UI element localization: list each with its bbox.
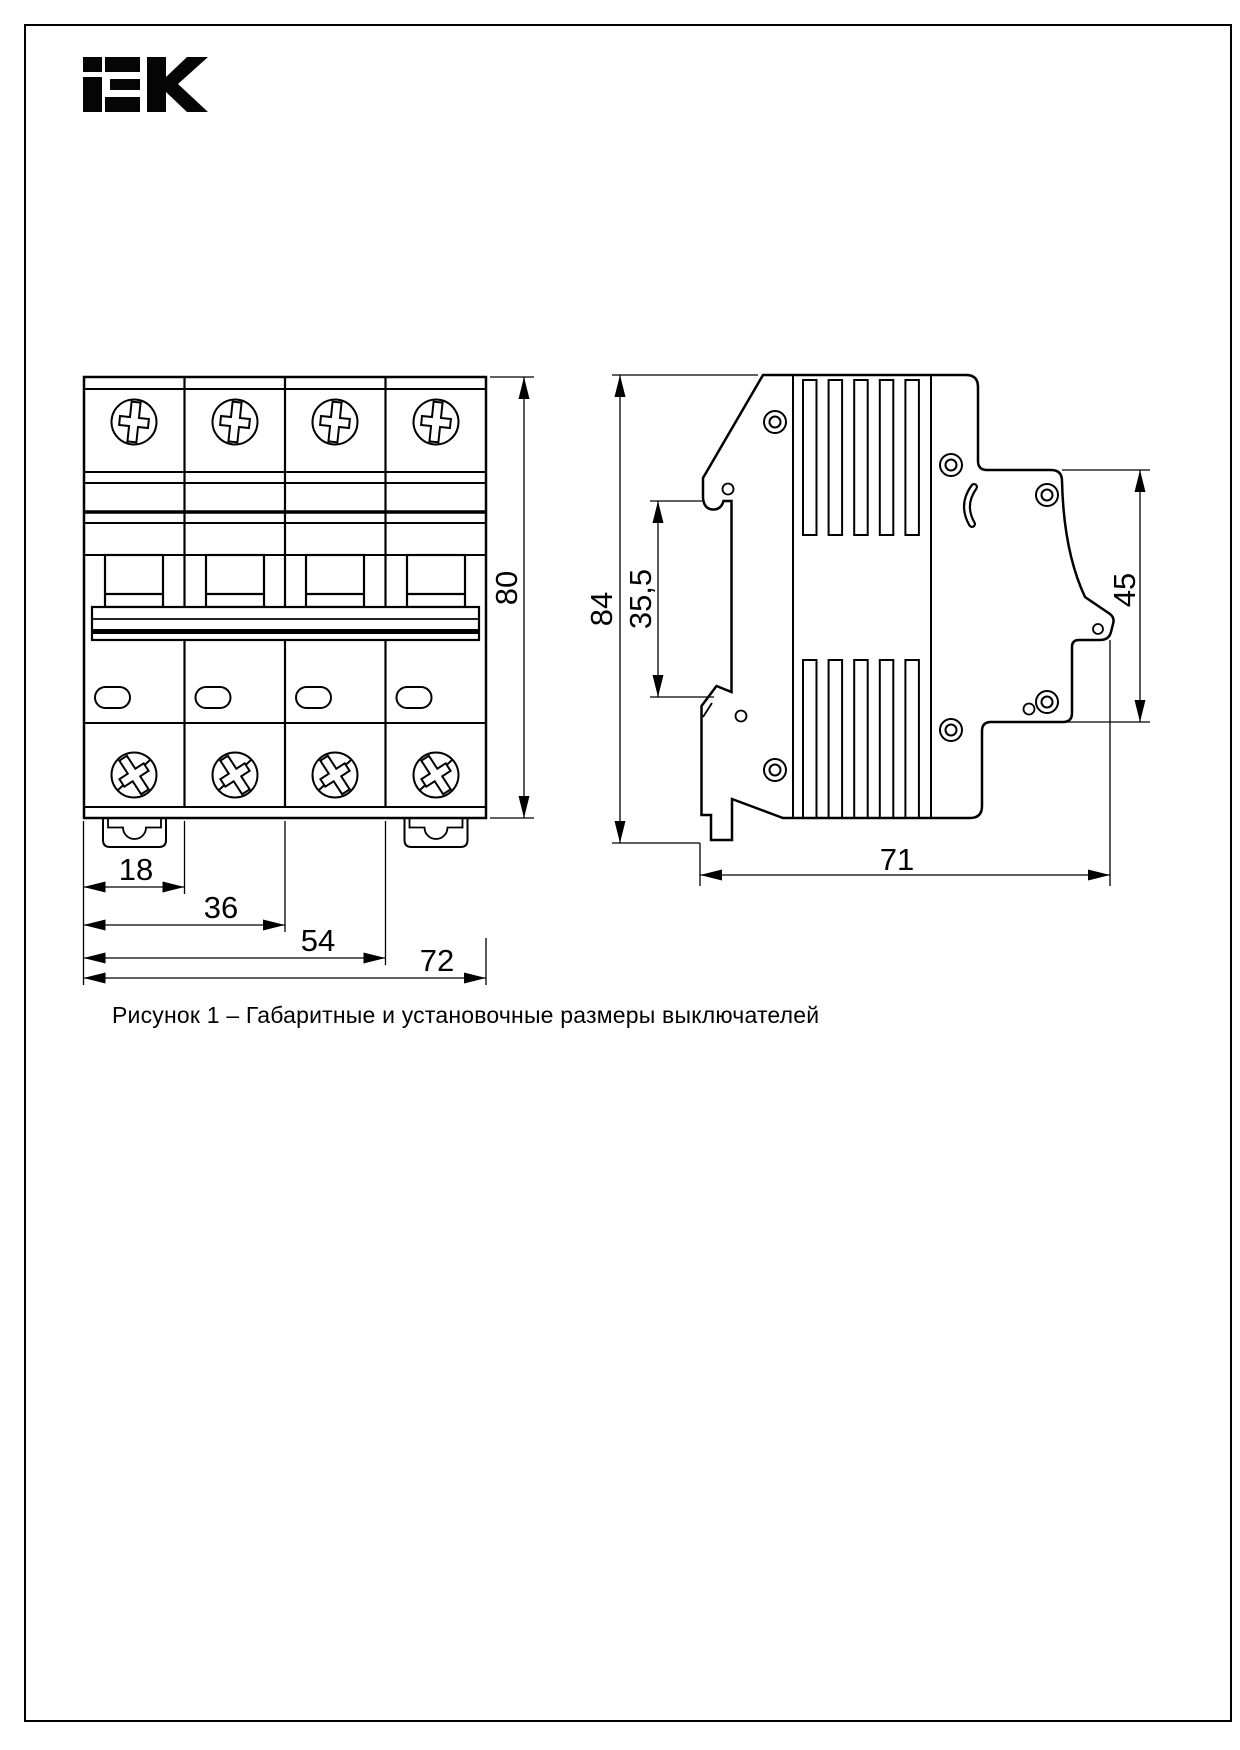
dim-label-height-84: 84 [583, 591, 619, 627]
dim-label-din-recess: 35,5 [622, 568, 658, 630]
dim-label-height-80: 80 [488, 570, 524, 606]
handle-tie-bar [92, 607, 479, 640]
dim-label-total-72: 72 [419, 943, 455, 978]
figure-caption: Рисунок 1 – Габаритные и установочные размеры выключателей [112, 1002, 820, 1028]
side-view [702, 375, 1114, 840]
dim-label-module-18: 18 [118, 852, 154, 887]
front-view [84, 377, 486, 847]
dim-label-54: 54 [300, 923, 336, 958]
dim-label-depth-71: 71 [879, 842, 915, 877]
dim-label-36: 36 [203, 890, 239, 925]
dim-label-terminal-45: 45 [1106, 572, 1142, 608]
